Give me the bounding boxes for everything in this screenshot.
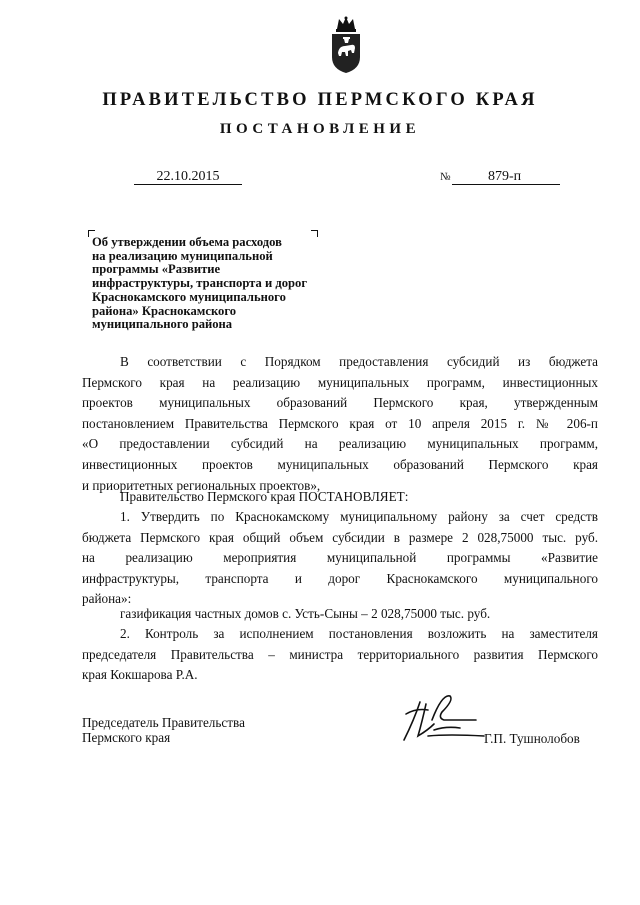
body-line: инфраструктуры, транспорта и дорог Краснокамского муниципального [82,570,598,586]
document-date: 22.10.2015 [134,169,242,185]
clause-1-paragraph [82,507,598,610]
body-line: В соответствии с Порядком предоставления субсидий из бюджета [120,354,598,369]
body-line: района»: [82,591,132,607]
body-line: инвестиционных проектов муниципальных образований Пермского края [82,456,598,472]
document-type-title: ПОСТАНОВЛЕНИЕ [219,121,421,137]
government-title: ПРАВИТЕЛЬСТВО ПЕРМСКОГО КРАЯ [102,90,538,110]
subject-line: Краснокамского муниципального [92,289,286,304]
preamble-paragraph [82,352,598,496]
signer-position [82,716,245,745]
signer-position-line: Пермского края [82,729,171,745]
signer-position-line: Председатель Правительства [82,715,245,730]
body-line: на реализацию мероприятия муниципальной программы «Развитие [82,550,598,566]
decree-paragraph [82,487,598,508]
body-line: и приоритетных региональных проектов», [82,477,321,493]
handwritten-signature [398,690,488,746]
body-line: Пермского края на реализацию муниципальных программ, инвестиционных [82,374,598,390]
document-number: 879-п [452,169,560,185]
number-sign: № [440,171,451,183]
body-line: газификация частных домов с. Усть-Сыны – 2 028,75000 тыс. руб. [120,606,491,621]
body-line: Правительство Пермского края ПОСТАНОВЛЯЕТ: [120,489,409,504]
gasification-item [82,604,598,625]
clause-2-paragraph [82,624,598,686]
body-line: бюджета Пермского края общий объем субсидии в размере 2 028,75000 тыс. руб. [82,529,598,545]
subject-line: района» Краснокамского [92,303,237,318]
subject-line: муниципального района [92,317,233,332]
body-line: проектов муниципальных образований Пермского края, утвержденным [82,395,598,411]
subject-line: Об утверждении объема расходов [92,235,282,249]
document-subject [92,236,332,332]
body-line: 2. Контроль за исполнением постановления возложить на заместителя [120,626,598,641]
signer-name: Г.П. Тушнолобов [484,731,580,746]
coat-of-arms-emblem [327,15,365,75]
body-line: председателя Правительства – министра территориального развития Пермского [82,646,598,662]
subject-line: инфраструктуры, транспорта и дорог [92,276,308,291]
body-line: «О предоставлении субсидий на реализацию муниципальных программ, [82,436,598,452]
body-line: края Кокшарова Р.А. [82,667,198,683]
subject-line: программы «Развитие [92,262,221,277]
subject-line: на реализацию муниципальной [92,248,273,263]
body-line: постановлением Правительства Пермского края от 10 апреля 2015 г. № 206-п [82,415,598,431]
body-line: 1. Утвердить по Краснокамскому муниципальному району за счет средств [120,509,598,524]
